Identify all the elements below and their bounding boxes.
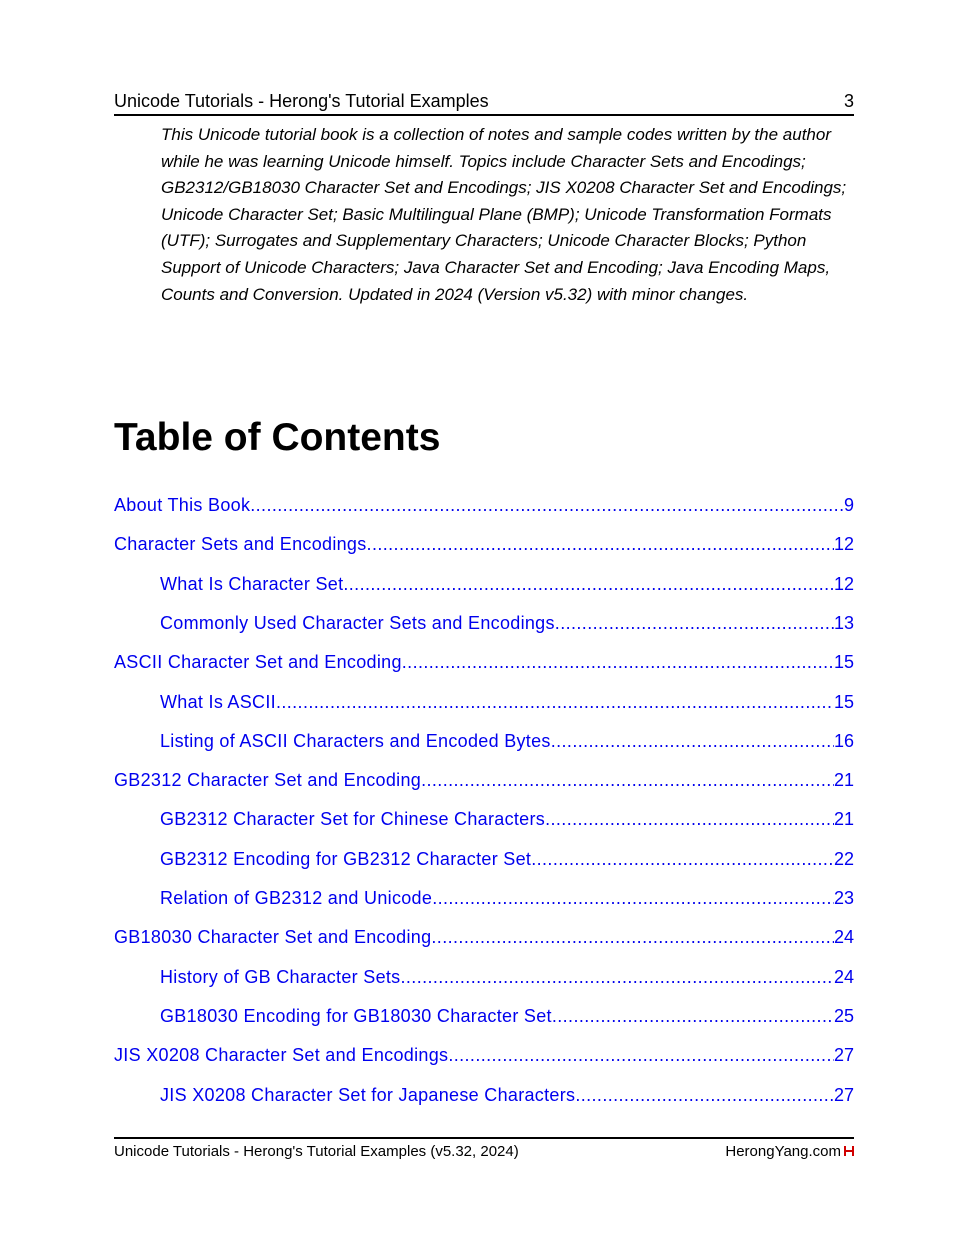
toc-entry-page: 13 — [833, 612, 854, 633]
toc-leader-dots — [402, 649, 834, 675]
toc-entry-label: What Is Character Set — [160, 573, 344, 594]
toc-leader-dots — [431, 924, 834, 950]
header-title: Unicode Tutorials - Herong's Tutorial Examples — [114, 91, 489, 111]
toc-heading: Table of Contents — [114, 416, 441, 459]
footer-site-name: HerongYang.com — [725, 1143, 841, 1160]
toc-entry-label: GB2312 Encoding for GB2312 Character Set — [160, 848, 532, 869]
toc-entry[interactable] — [114, 767, 854, 793]
toc-entry-label: Commonly Used Character Sets and Encodings — [160, 612, 555, 633]
toc-entry-page: 22 — [833, 848, 854, 869]
toc-entry[interactable] — [160, 964, 854, 990]
toc-entry-label: ASCII Character Set and Encoding — [114, 652, 402, 673]
toc-entry-page: 27 — [833, 1084, 854, 1105]
toc-entry-label: Listing of ASCII Characters and Encoded Bytes — [160, 730, 551, 751]
toc-entry-page: 24 — [833, 927, 854, 948]
toc-leader-dots — [555, 610, 834, 636]
toc-entry-page: 27 — [833, 1045, 854, 1066]
toc-entry[interactable] — [160, 610, 854, 636]
toc-entry[interactable] — [160, 571, 854, 597]
toc-entry[interactable] — [114, 649, 854, 675]
toc-entry-page: 12 — [833, 573, 854, 594]
toc-entry-page: 16 — [833, 730, 854, 751]
toc-leader-dots — [551, 728, 834, 754]
toc-leader-dots — [421, 767, 834, 793]
toc-entry-label: GB2312 Character Set and Encoding — [114, 770, 422, 791]
toc-entry[interactable] — [114, 924, 854, 950]
toc-leader-dots — [448, 1042, 834, 1068]
toc-entry-label: GB18030 Encoding for GB18030 Character Set — [160, 1005, 552, 1026]
toc-entry-label: JIS X0208 Character Set for Japanese Characters — [160, 1084, 576, 1105]
toc-entry-page: 21 — [833, 809, 854, 830]
toc-entry-page: 25 — [833, 1005, 854, 1026]
toc-entry[interactable] — [160, 846, 854, 872]
toc-leader-dots — [367, 531, 834, 557]
toc-leader-dots — [531, 846, 834, 872]
toc-leader-dots — [552, 1003, 834, 1029]
page-number: 3 — [843, 91, 854, 111]
footer-book-info: Unicode Tutorials - Herong's Tutorial Examples (v5.32, 2024) — [114, 1143, 519, 1160]
toc-entry-page: 9 — [843, 495, 854, 515]
toc-leader-dots — [545, 806, 834, 832]
toc-entry[interactable] — [114, 492, 854, 518]
toc-entry[interactable] — [160, 728, 854, 754]
toc-entry-label: What Is ASCII — [160, 691, 276, 712]
toc-leader-dots — [432, 885, 834, 911]
page-footer — [114, 1137, 854, 1165]
toc-entry-page: 24 — [833, 966, 854, 987]
toc-entry-label: GB2312 Character Set for Chinese Characters — [160, 809, 546, 830]
toc-entry[interactable] — [160, 885, 854, 911]
toc-entry-label: History of GB Character Sets — [160, 966, 401, 987]
toc-entry-label: Character Sets and Encodings — [114, 534, 367, 555]
book-abstract: This Unicode tutorial book is a collection of notes and sample codes written by the author while he was learning Unicode himself. Topics include Character Sets and Encodings; GB2312/GB18030 Character Set and Encodings; JIS X0208 Character Set and Encodings; Unicode Character Set; Basic Multilingual Plane (BMP); Unicode Transformation Formats (UTF); Surrogates and Supplementary Characters; Unicode Character Blocks; Python Support of Unicode Characters; Java Character Set and Encoding; Java Encoding Maps, Counts and Conversion. Updated in 2024 (Version v5.32) with minor changes. — [161, 125, 847, 304]
toc-entry-label: JIS X0208 Character Set and Encodings — [114, 1045, 449, 1066]
toc-entry-label: GB18030 Character Set and Encoding — [114, 927, 432, 948]
toc-leader-dots — [575, 1082, 834, 1108]
toc-leader-dots — [343, 571, 834, 597]
toc-entry[interactable] — [114, 531, 854, 557]
toc-entry[interactable] — [160, 806, 854, 832]
toc-leader-dots — [276, 689, 834, 715]
page-header — [114, 88, 854, 116]
herong-logo-icon — [844, 1145, 854, 1160]
toc-entry-label: About This Book — [114, 495, 251, 515]
toc-entry-page: 12 — [833, 534, 854, 555]
toc-leader-dots — [250, 492, 844, 518]
toc-entry-label: Relation of GB2312 and Unicode — [160, 888, 433, 908]
toc-entry[interactable] — [114, 1042, 854, 1068]
toc-leader-dots — [400, 964, 833, 990]
toc-entry[interactable] — [160, 689, 854, 715]
toc-entry-page: 15 — [833, 652, 854, 673]
toc-entry[interactable] — [160, 1082, 854, 1108]
toc-entry-page: 15 — [833, 691, 854, 712]
toc-entry-page: 21 — [833, 770, 854, 791]
toc-entry-page: 23 — [833, 888, 854, 908]
toc-entry[interactable] — [160, 1003, 854, 1029]
footer-site — [725, 1139, 854, 1165]
